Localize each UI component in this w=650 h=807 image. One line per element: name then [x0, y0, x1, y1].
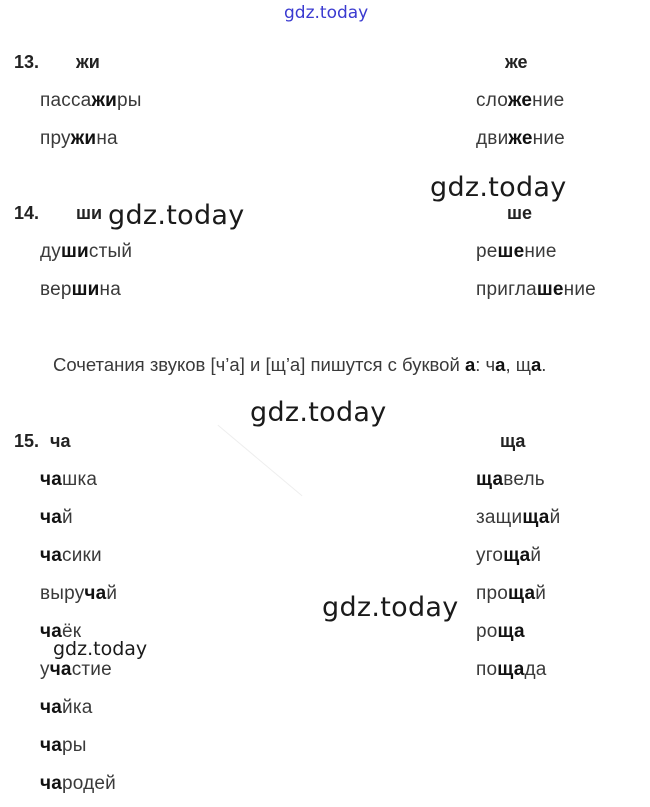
exercise-15-left-heading: ча — [50, 431, 71, 451]
watermark-5: gdz.today — [53, 638, 148, 660]
word-highlight: ча — [40, 735, 62, 756]
word-ex15-left-2 — [40, 507, 73, 529]
word-highlight: ча — [84, 583, 107, 604]
word-highlight: ши — [71, 279, 100, 300]
word-ex13-right-1 — [476, 90, 564, 112]
word-highlight: ча — [40, 697, 62, 718]
word-highlight: ща — [522, 507, 550, 528]
word-suffix: ёк — [62, 621, 82, 642]
word-suffix: ние — [532, 128, 565, 149]
word-prefix: пру — [40, 128, 71, 149]
word-suffix: йка — [62, 697, 93, 718]
spelling-rule — [53, 354, 546, 376]
word-prefix: ре — [476, 241, 498, 262]
word-ex15-left-4 — [40, 583, 117, 605]
exercise-15-right-heading: ща — [500, 431, 526, 451]
word-prefix: дви — [476, 128, 509, 149]
word-ex15-right-5 — [476, 621, 525, 643]
rule-text: Сочетания звуков [ч’а] и [щ’а] пишутся с буквой — [53, 354, 465, 375]
word-ex15-left-1 — [40, 469, 97, 491]
exercise-13-right-heading: же — [505, 52, 528, 72]
word-highlight: ча — [40, 545, 62, 566]
word-highlight: ше — [497, 241, 525, 262]
exercise-15-number: 15. — [14, 431, 40, 451]
word-suffix: стый — [88, 241, 133, 262]
rule-letter: а — [530, 354, 542, 375]
word-suffix: ние — [524, 241, 557, 262]
word-ex14-left-1 — [40, 241, 132, 263]
word-prefix: сло — [476, 90, 508, 111]
word-ex15-left-7 — [40, 697, 93, 719]
rule-letter: а — [495, 354, 506, 375]
word-ex15-left-9 — [40, 773, 116, 795]
word-suffix: й — [535, 583, 547, 604]
rule-text: : ч — [475, 354, 496, 375]
word-ex15-left-3 — [40, 545, 102, 567]
exercise-14-left-heading: ши — [76, 203, 103, 223]
rule-text: . — [541, 354, 547, 375]
word-prefix: ро — [476, 621, 498, 642]
word-highlight: ча — [40, 773, 62, 794]
word-suffix: ры — [117, 90, 142, 111]
word-highlight: ща — [497, 621, 525, 642]
exercise-13-number: 13. — [14, 52, 40, 72]
word-ex15-right-1 — [476, 469, 545, 491]
word-suffix: й — [62, 507, 73, 528]
watermark-top: gdz.today — [284, 3, 369, 23]
watermark-2: gdz.today — [108, 200, 245, 231]
word-prefix: пригла — [476, 279, 537, 300]
watermark-1: gdz.today — [430, 172, 567, 203]
word-ex15-right-2 — [476, 507, 560, 529]
word-ex15-left-6 — [40, 659, 112, 681]
word-suffix: й — [106, 583, 118, 604]
word-ex15-left-8 — [40, 735, 87, 757]
word-highlight: ща — [497, 659, 525, 680]
watermark-4: gdz.today — [322, 592, 459, 623]
word-prefix: ду — [40, 241, 61, 262]
word-suffix: й — [530, 545, 542, 566]
word-ex15-right-4 — [476, 583, 546, 605]
word-ex13-left-1 — [40, 90, 142, 112]
rule-letter: а — [464, 354, 476, 375]
word-suffix: на — [96, 128, 118, 149]
word-suffix: ние — [532, 90, 565, 111]
word-highlight: ща — [503, 545, 531, 566]
word-prefix: у — [40, 659, 50, 680]
exercise-14-right-heading: ше — [507, 203, 533, 223]
watermark-3: gdz.today — [250, 397, 387, 428]
word-ex14-right-1 — [476, 241, 557, 263]
word-highlight: жи — [91, 90, 117, 111]
word-suffix: шка — [62, 469, 98, 490]
word-highlight: ше — [536, 279, 564, 300]
word-suffix: сики — [62, 545, 102, 566]
word-highlight: ча — [40, 507, 62, 528]
word-suffix: ние — [563, 279, 596, 300]
word-ex15-right-3 — [476, 545, 541, 567]
word-prefix: пасса — [40, 90, 92, 111]
word-prefix: выру — [40, 583, 85, 604]
word-ex13-right-2 — [476, 128, 565, 150]
word-highlight: ча — [49, 659, 72, 680]
word-ex13-left-2 — [40, 128, 118, 150]
word-highlight: же — [508, 128, 533, 149]
word-prefix: вер — [40, 279, 72, 300]
word-suffix: й — [549, 507, 561, 528]
word-suffix: ры — [62, 735, 87, 756]
exercise-14-number: 14. — [14, 203, 40, 223]
word-prefix: по — [476, 659, 498, 680]
word-highlight: ча — [40, 469, 62, 490]
word-ex14-left-2 — [40, 279, 121, 301]
word-highlight: ча — [40, 621, 62, 642]
word-highlight: же — [507, 90, 533, 111]
word-suffix: вель — [503, 469, 545, 490]
word-suffix: да — [524, 659, 547, 680]
word-prefix: уго — [476, 545, 504, 566]
word-ex14-right-2 — [476, 279, 596, 301]
word-suffix: родей — [62, 773, 116, 794]
exercise-13-left-heading: жи — [76, 52, 100, 72]
word-prefix: защи — [476, 507, 523, 528]
word-highlight: жи — [70, 128, 97, 149]
word-ex15-right-6 — [476, 659, 547, 681]
word-suffix: стие — [71, 659, 112, 680]
scan-streak — [218, 425, 303, 496]
word-highlight: ши — [61, 241, 89, 262]
word-highlight: ща — [476, 469, 504, 490]
word-prefix: про — [476, 583, 509, 604]
rule-text: , щ — [505, 354, 531, 375]
word-suffix: на — [99, 279, 122, 300]
word-highlight: ща — [508, 583, 536, 604]
